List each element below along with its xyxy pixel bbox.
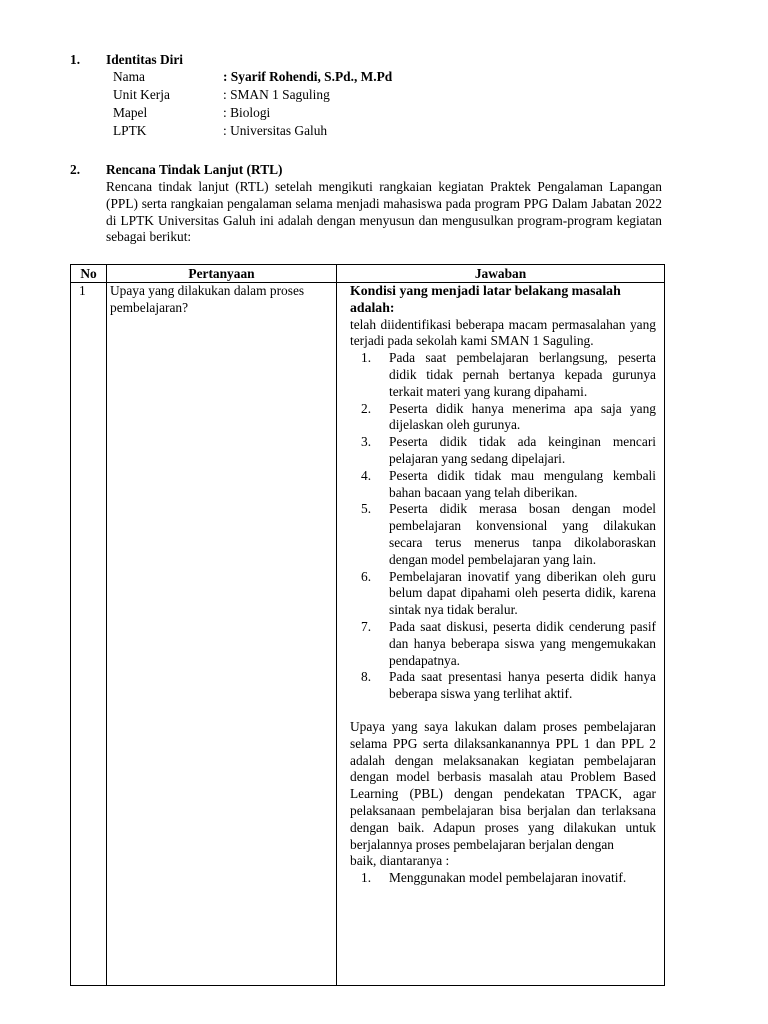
effort-paragraph-end: baik, diantaranya : (350, 853, 450, 869)
section-title: Identitas Diri (106, 52, 183, 67)
rtl-intro-paragraph: Rencana tindak lanjut (RTL) setelah mengikuti rangkaian kegiatan Praktek Pengalaman Lapangan (PPL) serta rangkaian pengalaman selama menjadi mahasiswa pada program PPG Dalam Jabatan 2022 di LPTK Universitas Galuh ini adalah dengan menyusun dan mengusulkan program-program kegiatan sebagai berikut: (106, 179, 662, 245)
spacer (350, 703, 656, 719)
answer-heading: Kondisi yang menjadi latar belakang masalah adalah: (350, 283, 621, 315)
problem-list (350, 350, 656, 703)
identity-value: : Syarif Rohendi, S.Pd., M.Pd (223, 69, 393, 84)
identity-label: LPTK (113, 123, 147, 138)
header-pertanyaan: Pertanyaan (107, 265, 337, 283)
list-item: 4. Peserta didik tidak mau mengulang kembali bahan bacaan yang telah diberikan. (361, 467, 656, 500)
identity-value: : Universitas Galuh (223, 123, 328, 138)
list-item: 2. Peserta didik hanya menerima apa saja yang dijelaskan oleh gurunya. (361, 400, 656, 433)
effort-list (350, 870, 656, 887)
section-number: 2. (70, 162, 81, 177)
list-item: 1. Menggunakan model pembelajaran inovatif. (361, 870, 627, 886)
list-item: 1. Pada saat pembelajaran berlangsung, peserta didik tidak pernah bertanya kepada gurunya terkait materi yang kurang dipahami. (361, 350, 656, 399)
section-number: 1. (70, 52, 81, 67)
section-identitas (70, 52, 670, 142)
list-item: 5. Peserta didik merasa bosan dengan model pembelajaran konvensional yang dilakukan secara terus menerus tanpa dikolaboraskan dengan model pembelajaran yang lain. (361, 501, 656, 567)
identity-value: : Biologi (223, 105, 271, 120)
list-item: 8. Pada saat presentasi hanya peserta didik hanya beberapa siswa yang terlihat aktif. (361, 669, 656, 702)
list-item: 7. Pada saat diskusi, peserta didik cenderung pasif dan hanya beberapa siswa yang mengemukakan pendapatnya. (361, 618, 656, 668)
section-title: Rencana Tindak Lanjut (RTL) (106, 162, 283, 177)
effort-paragraph: Upaya yang saya lakukan dalam proses pembelajaran selama PPG serta dilaksankanannya PPL 1 dan PPL 2 adalah dengan melaksanakan kegiatan pembelajaran dengan model berbasis masalah atau Problem Based Learning (PBL) dengan pendekatan TPACK, agar pelaksanaan pembelajaran bisa berjalan dan terlaksana dengan baik. Adapun proses yang dilakukan untuk berjalannya proses pembelajaran berjalan dengan (350, 718, 656, 852)
row-answer (337, 283, 665, 986)
identity-value: : SMAN 1 Saguling (223, 87, 330, 102)
identity-label: Unit Kerja (113, 87, 170, 102)
header-no: No (71, 265, 107, 283)
table-header-row (71, 265, 665, 283)
list-item: 6. Pembelajaran inovatif yang diberikan oleh guru belum dapat dipahami oleh peserta didik, karena sintak nya tidak beralur. (361, 568, 656, 618)
answer-intro: telah diidentifikasi beberapa macam permasalahan yang terjadi pada sekolah kami SMAN 1 Saguling. (350, 316, 656, 349)
table-row (71, 283, 665, 986)
list-item: 3. Peserta didik tidak ada keinginan mencari pelajaran yang sedang dipelajari. (361, 434, 656, 466)
row-number: 1 (71, 283, 107, 986)
header-jawaban: Jawaban (337, 265, 665, 283)
section-rtl (70, 162, 670, 252)
identity-label: Nama (113, 69, 145, 84)
row-question: Upaya yang dilakukan dalam proses pembelajaran? (107, 283, 337, 986)
identity-label: Mapel (113, 105, 148, 120)
rtl-table (70, 264, 665, 986)
